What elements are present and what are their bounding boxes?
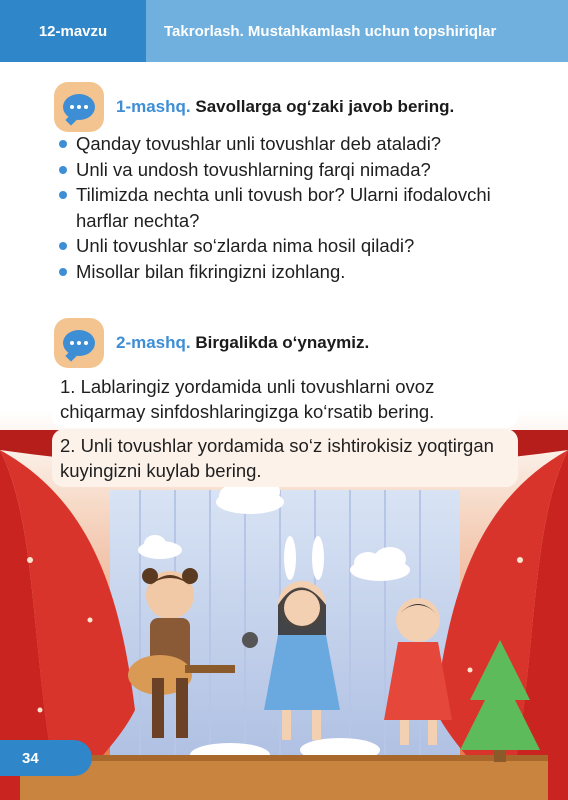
task2-header bbox=[54, 318, 369, 368]
task2-item-1: 1. Lablaringiz yordamida unli tovushlarni ovoz chiqarmay sinfdoshlaringizga ko‘rsatib bering. bbox=[52, 370, 518, 428]
question-list bbox=[56, 131, 546, 284]
task1-instruction: Savollarga og‘zaki javob bering. bbox=[195, 97, 455, 116]
chat-bubble-icon bbox=[54, 318, 104, 368]
page-header bbox=[0, 0, 568, 62]
task1-number: 1-mashq. bbox=[116, 97, 191, 116]
task1-title bbox=[116, 97, 454, 117]
page-number: 34 bbox=[0, 740, 92, 776]
topic-badge: 12-mavzu bbox=[0, 0, 146, 62]
topic-title: Takrorlash. Mustahkamlash uchun topshiriqlar bbox=[146, 0, 568, 62]
chat-bubble-icon bbox=[54, 82, 104, 132]
task2-number: 2-mashq. bbox=[116, 333, 191, 352]
task2-title bbox=[116, 333, 369, 353]
question-item: Unli va undosh tovushlarning farqi nimada? bbox=[56, 157, 546, 183]
question-item: Unli tovushlar so‘zlarda nima hosil qiladi? bbox=[56, 233, 546, 259]
task2-instruction: Birgalikda o‘ynaymiz. bbox=[195, 333, 370, 352]
question-item: Misollar bilan fikringizni izohlang. bbox=[56, 259, 546, 285]
task1-header bbox=[54, 82, 454, 132]
task2-item-2: 2. Unli tovushlar yordamida so‘z ishtirokisiz yoqtirgan kuyingizni kuylab bering. bbox=[52, 429, 518, 487]
question-item: Tilimizda nechta unli tovush bor? Ularni ifodalovchi harflar nechta? bbox=[56, 182, 546, 233]
question-item: Qanday tovushlar unli tovushlar deb ataladi? bbox=[56, 131, 546, 157]
